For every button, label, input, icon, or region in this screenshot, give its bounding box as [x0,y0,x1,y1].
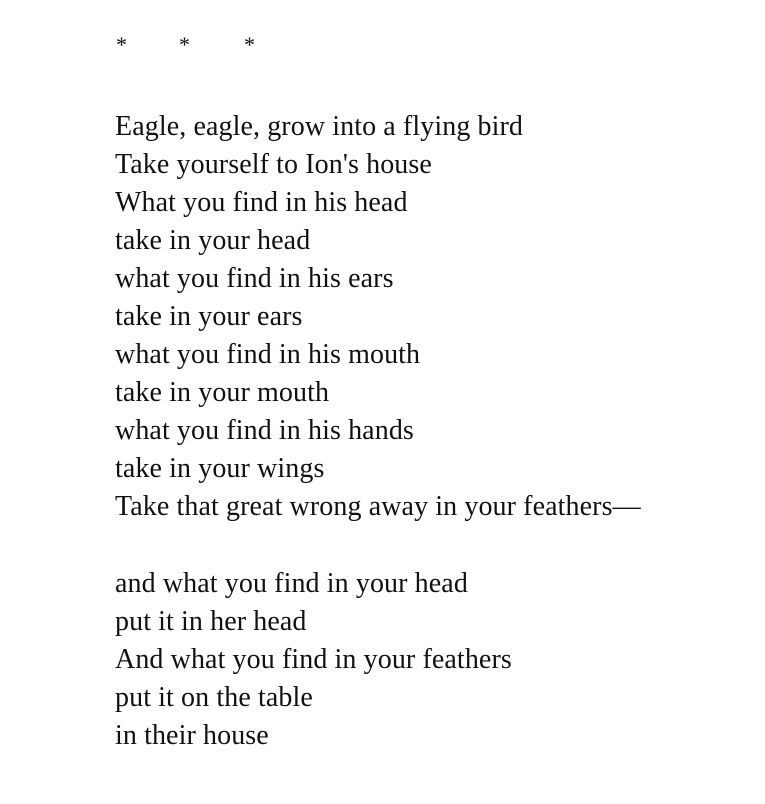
poem-line: And what you find in your feathers [115,644,512,675]
poem-line: what you find in his ears [115,263,394,294]
poem-line: take in your head [115,225,311,256]
asterisk: * [179,32,190,57]
asterisk: * [116,32,127,57]
poem-line: what you find in his hands [115,415,414,446]
poem-line: in their house [115,720,269,751]
poem-line: take in your mouth [115,377,330,408]
stanza-1 [115,108,641,526]
poem-line: put it on the table [115,682,313,713]
poem-line: and what you find in your head [115,568,468,599]
poem-line: Take that great wrong away in your feathers— [115,491,641,522]
stanza-2 [115,565,512,755]
poem-line: Eagle, eagle, grow into a flying bird [115,111,524,142]
poem-line: Take yourself to Ion's house [115,149,432,180]
poem-line: take in your wings [115,453,325,484]
poem-line: What you find in his head [115,187,408,218]
poem-line: what you find in his mouth [115,339,421,370]
poem-line: put it in her head [115,606,307,637]
section-break-ornament [116,33,316,57]
asterisk: * [244,32,255,57]
poem-line: take in your ears [115,301,303,332]
